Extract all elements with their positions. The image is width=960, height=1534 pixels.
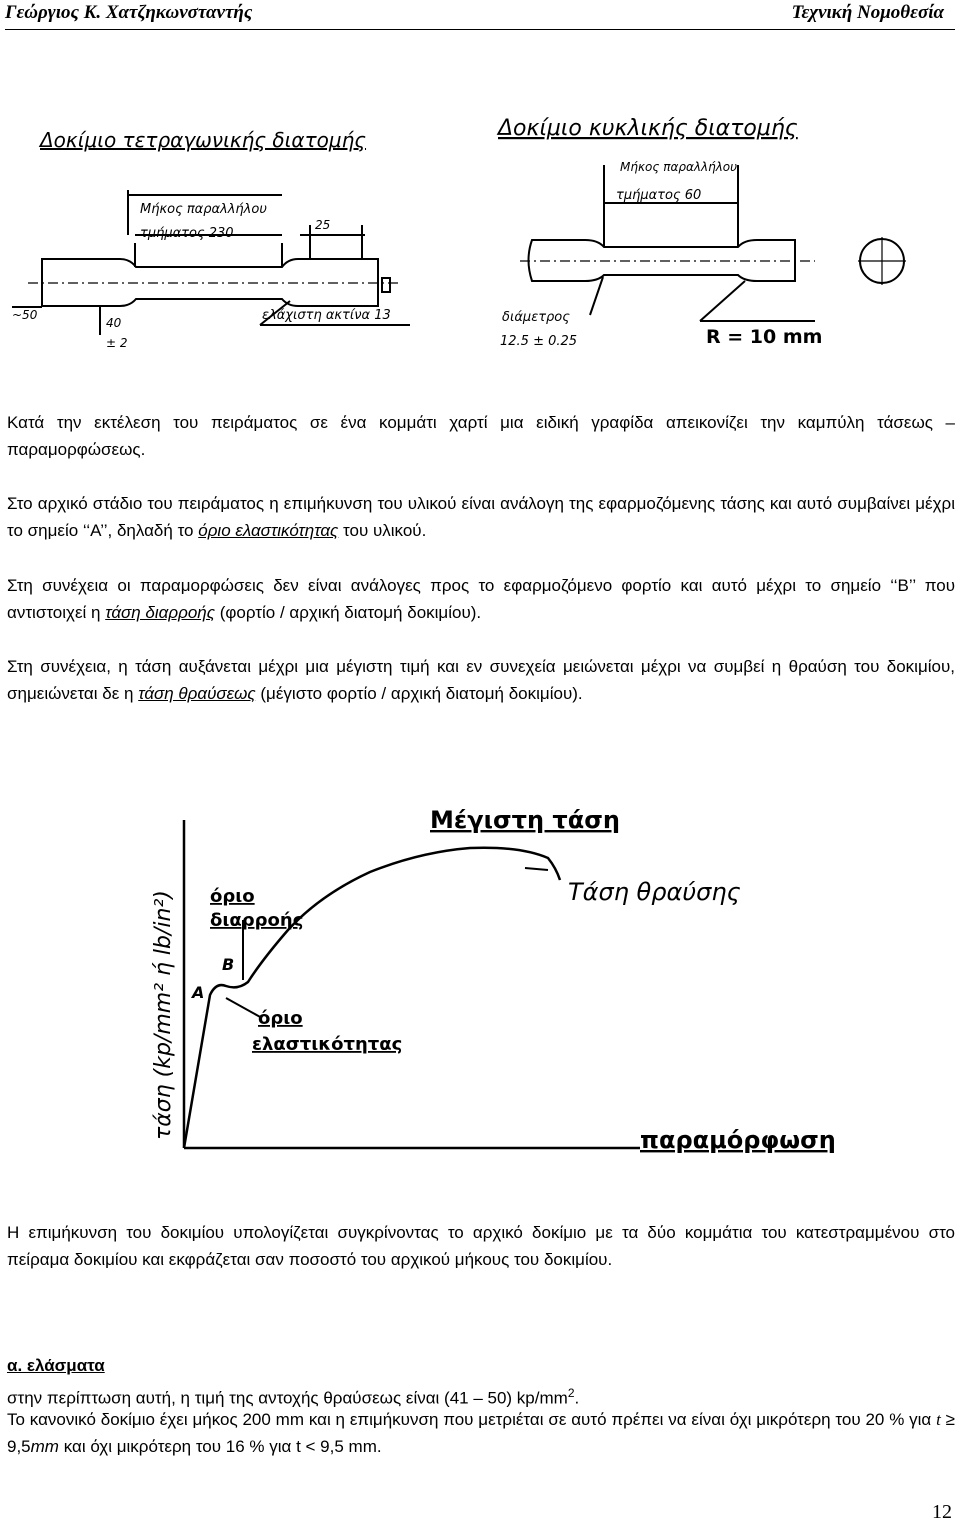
y-axis-label: τάση (kp/mm² ή lb/in²): [151, 890, 176, 1140]
square-dim-40: 40: [106, 316, 122, 330]
paragraph-3: [7, 573, 955, 626]
point-b-label: B: [222, 955, 235, 974]
header-subject: Τεχνική Νομοθεσία: [791, 2, 944, 23]
paragraph-7: [7, 1407, 955, 1460]
stress-strain-figure: [0, 760, 960, 1180]
section-heading-sheets: α. ελάσματα: [7, 1356, 105, 1375]
round-radius-label: R = 10 mm: [706, 326, 823, 348]
header-rule: [5, 29, 955, 30]
specimen-figure: [0, 95, 960, 365]
round-diameter-value: 12.5 ± 0.25: [500, 334, 578, 349]
header-author: Γεώργιος Κ. Χατζηκωνσταντής: [5, 2, 253, 23]
elastic-label-2: ελαστικότητας: [252, 1034, 403, 1055]
square-dim-25: 25: [315, 218, 331, 232]
elastic-label-1: όριο: [258, 1008, 303, 1029]
x-axis-label: παραμόρφωση: [640, 1126, 836, 1154]
paragraph-3-text-a: Στη συνέχεια οι παραμορφώσεις δεν είναι ανάλογες προς το εφαρμοζόμενο φορτίο και αυτό μέχρι το σημείο ‘‘Β’’ που αντιστοιχεί η: [7, 576, 955, 622]
round-specimen-title: Δοκίμιο κυκλικής διατομής: [498, 116, 798, 141]
square-dim-40-tol: ± 2: [106, 336, 128, 350]
paragraph-2-text-b: του υλικού.: [338, 520, 427, 540]
paragraph-7-mm: mm: [30, 1436, 59, 1456]
yield-stress-term: τάση διαρροής: [105, 602, 215, 622]
yield-label-2: διαρροής: [210, 910, 304, 931]
point-a-label: A: [192, 983, 205, 1002]
paragraph-7-text-b: και όχι μικρότερη του 16 % για t < 9,5 mm.: [58, 1436, 382, 1456]
paragraph-6-text-b: .: [574, 1388, 580, 1408]
square-dim-50: ~50: [12, 308, 38, 322]
round-specimen-drawing: [520, 165, 906, 321]
max-stress-label: Μέγιστη τάση: [430, 806, 620, 834]
paragraph-5: Η επιμήκυνση του δοκιμίου υπολογίζεται συγκρίνοντας το αρχικό δοκίμιο με τα δύο κομμάτια του κατεστραμμένου στο πείραμα δοκιμίου και εκφράζεται σαν ποσοστό του αρχικού μήκους του δοκιμίου.: [7, 1223, 955, 1269]
paragraph-7-ge: ≥ 9,5: [7, 1410, 955, 1456]
fracture-stress-term: τάση θραύσεως: [138, 683, 256, 703]
elastic-limit-term: όριο ελαστικότητας: [198, 520, 339, 540]
page-header: [0, 0, 960, 30]
round-diameter-label: διάμετρος: [502, 310, 570, 325]
paragraph-6-text-a: στην περίπτωση αυτή, η τιμή της αντοχής θραύσεως είναι (41 – 50) kp/mm: [7, 1388, 568, 1408]
square-specimen-title: Δοκίμιο τετραγωνικής διατομής: [40, 128, 367, 152]
square-length-label-2: τμήματος 230: [140, 226, 234, 241]
paragraph-2-text-a: Στο αρχικό στάδιο του πειράματος η επιμήκυνση του υλικού είναι ανάλογη της εφαρμοζόμενης τάσης και αυτό συμβαίνει μέχρι το σημείο ‘‘Α’’, δηλαδή το: [7, 494, 955, 540]
fracture-stress-label: Τάση θραύσης: [568, 878, 741, 906]
paragraph-3-text-b: (φορτίο / αρχική διατομή δοκιμίου).: [214, 602, 482, 622]
paragraph-1: Κατά την εκτέλεση του πειράματος σε ένα κομμάτι χαρτί μια ειδική γραφίδα απεικονίζει την καμπύλη τάσεως – παραμορφώσεως.: [7, 413, 955, 459]
paragraph-7-text-a: Το κανονικό δοκίμιο έχει μήκος 200 mm και η επιμήκυνση που μετριέται σε αυτό πρέπει να είναι όχι μικρότερη του 20 % για: [7, 1410, 937, 1429]
paragraph-4-text-a: Στη συνέχεια, η τάση αυξάνεται μέχρι μια μέγιστη τιμή και εν συνεχεία μειώνεται μέχρι να συμβεί η θραύση του δοκιμίου, σημειώνεται δε η: [7, 657, 955, 703]
paragraph-4: [7, 654, 955, 707]
round-length-label-2: τμήματος 60: [616, 188, 702, 203]
round-length-label-1: Μήκος παραλλήλου: [620, 160, 738, 174]
square-radius-label: ελάχιστη ακτίνα 13: [262, 308, 391, 323]
paragraph-7-t: t: [936, 1410, 941, 1429]
paragraph-6-superscript: 2: [567, 1386, 575, 1400]
paragraph-2: [7, 491, 955, 544]
paragraph-4-text-b: (μέγιστο φορτίο / αρχική διατομή δοκιμίου).: [255, 683, 583, 703]
square-length-label-1: Μήκος παραλλήλου: [140, 202, 267, 217]
page-number: 12: [932, 1501, 952, 1523]
yield-label-1: όριο: [210, 886, 255, 907]
